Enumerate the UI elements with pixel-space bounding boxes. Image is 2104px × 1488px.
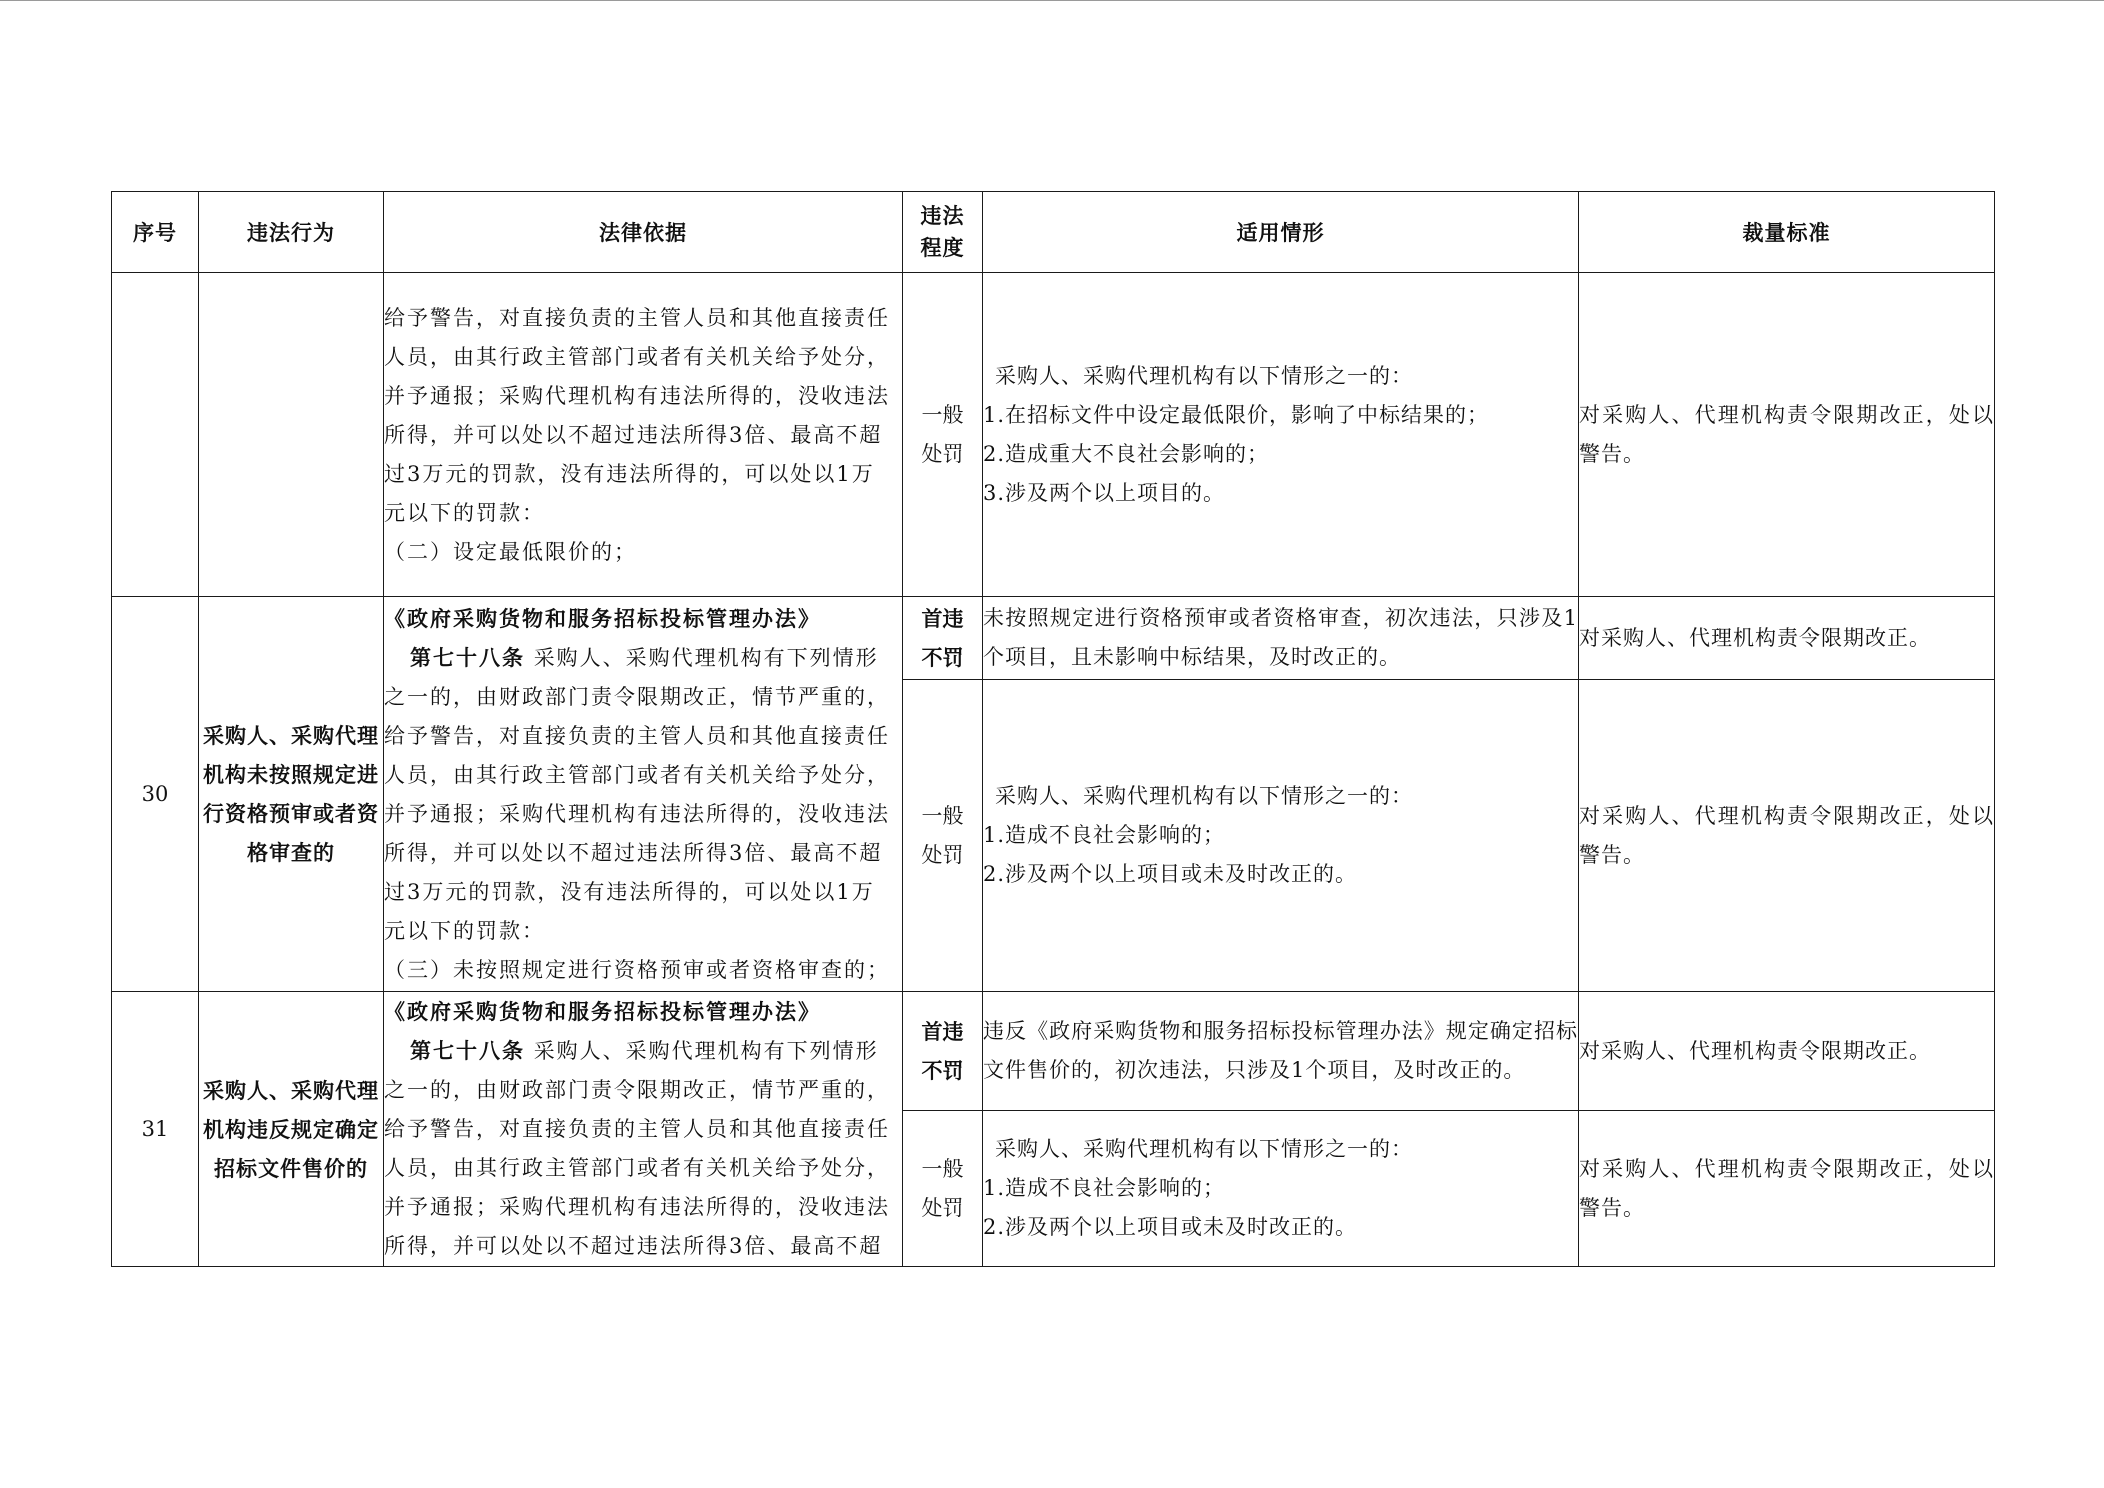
situation-item: 1.造成不良社会影响的； [983,823,1226,847]
header-degree-line1: 违法 [920,203,965,228]
law-line: 给予警告，对直接负责的主管人员和其他直接责任 [384,723,890,748]
degree-line1: 首违 [921,606,964,631]
act-cell-31: 采购人、采购代理机构违反规定确定招标文件售价的 [199,992,384,1267]
page-top-rule [0,0,2104,1]
law-line: （三）未按照规定进行资格预审或者资格审查的； [384,957,890,982]
law-line: 并予通报；采购代理机构有违法所得的，没收违法 [384,801,890,826]
situation-item: 2.涉及两个以上项目或未及时改正的。 [983,1215,1358,1239]
degree-line1: 一般 [921,1156,964,1181]
law-line: 并予通报；采购代理机构有违法所得的，没收违法 [384,384,890,408]
law-line: 所得，并可以处以不超过违法所得3倍、最高不超 [384,1234,883,1258]
situation-item: 1.造成不良社会影响的； [983,1176,1226,1200]
header-degree [903,192,983,273]
situation-cell-31-general [983,1111,1579,1267]
degree-line1: 首违 [921,1019,964,1044]
law-first-line [384,638,902,678]
seq-cell-empty [112,273,199,597]
law-line: 之一的，由财政部门责令限期改正，情节严重的， [384,1078,890,1102]
law-line: 人员，由其行政主管部门或者有关机关给予处分， [384,1156,890,1180]
legal-basis-cell [384,273,903,597]
situation-lead: 采购人、采购代理机构有以下情形之一的： [995,1137,1413,1161]
law-line: 所得，并可以处以不超过违法所得3倍、最高不超 [384,423,883,447]
header-situation: 适用情形 [983,192,1579,273]
degree-line2: 处罚 [921,441,964,466]
header-degree-line2: 程度 [920,235,965,260]
situation-cell-30-general [983,680,1579,992]
legal-basis-cell-30 [384,597,903,992]
law-first-text: 采购人、采购代理机构有下列情形 [533,645,879,670]
degree-line2: 不罚 [921,1058,964,1083]
degree-line1: 一般 [921,803,964,828]
seq-cell-31: 31 [112,992,199,1267]
law-first-line [384,1031,902,1071]
table-row-30 [112,597,1995,680]
law-line: 之一的，由财政部门责令限期改正，情节严重的， [384,684,890,709]
situation-item: 3.涉及两个以上项目的。 [983,480,1226,505]
header-illegal-act: 违法行为 [199,192,384,273]
legal-basis-cell-31 [384,992,903,1267]
law-line: 给予警告，对直接负责的主管人员和其他直接责任 [384,1117,890,1141]
law-first-text: 采购人、采购代理机构有下列情形 [533,1039,879,1063]
law-line: 过3万元的罚款，没有违法所得的，可以处以1万 [384,879,875,904]
seq-cell-30: 30 [112,597,199,992]
degree-cell-31-first [903,992,983,1111]
degree-line2: 处罚 [921,1195,964,1220]
table-row-31 [112,992,1995,1111]
law-line: 给予警告，对直接负责的主管人员和其他直接责任 [384,306,890,330]
penalty-discretion-table [111,191,1995,1267]
degree-line2: 不罚 [921,645,964,670]
situation-cell-31-first: 违反《政府采购货物和服务招标投标管理办法》规定确定招标文件售价的，初次违法，只涉及1个项目，及时改正的。 [983,992,1579,1111]
law-line: 人员，由其行政主管部门或者有关机关给予处分， [384,345,890,369]
law-book-title: 《政府采购货物和服务招标投标管理办法》 [384,605,821,631]
law-line: （二）设定最低限价的； [384,540,637,564]
law-line: 并予通报；采购代理机构有违法所得的，没收违法 [384,1195,890,1219]
law-line: 所得，并可以处以不超过违法所得3倍、最高不超 [384,840,883,865]
standard-cell-30-general: 对采购人、代理机构责令限期改正，处以警告。 [1579,680,1995,992]
law-line: 人员，由其行政主管部门或者有关机关给予处分， [384,762,890,787]
situation-item: 2.造成重大不良社会影响的； [983,441,1270,466]
standard-cell: 对采购人、代理机构责令限期改正，处以警告。 [1579,273,1995,597]
degree-line1: 一般 [921,402,964,427]
law-line: 元以下的罚款： [384,918,545,943]
degree-line2: 处罚 [921,842,964,867]
act-cell-empty [199,273,384,597]
standard-cell-30-first: 对采购人、代理机构责令限期改正。 [1579,597,1995,680]
situation-cell [983,273,1579,597]
standard-cell-31-general: 对采购人、代理机构责令限期改正，处以警告。 [1579,1111,1995,1267]
header-standard: 裁量标准 [1579,192,1995,273]
law-article: 第七十八条 [410,644,525,670]
header-seq: 序号 [112,192,199,273]
situation-item: 2.涉及两个以上项目或未及时改正的。 [983,862,1358,886]
act-cell-30: 采购人、采购代理机构未按照规定进行资格预审或者资格审查的 [199,597,384,992]
header-legal-basis: 法律依据 [384,192,903,273]
law-book-title: 《政府采购货物和服务招标投标管理办法》 [384,999,821,1024]
law-line: 元以下的罚款： [384,501,545,525]
degree-cell [903,273,983,597]
header-row [112,192,1995,273]
table-row-continued [112,273,1995,597]
situation-cell-30-first: 未按照规定进行资格预审或者资格审查，初次违法，只涉及1个项目，且未影响中标结果，及时改正的。 [983,597,1579,680]
law-line: 过3万元的罚款，没有违法所得的，可以处以1万 [384,462,875,486]
degree-cell-30-first [903,597,983,680]
situation-lead: 采购人、采购代理机构有以下情形之一的： [995,363,1413,388]
degree-cell-31-general [903,1111,983,1267]
standard-cell-31-first: 对采购人、代理机构责令限期改正。 [1579,992,1995,1111]
situation-lead: 采购人、采购代理机构有以下情形之一的： [995,784,1413,808]
situation-item: 1.在招标文件中设定最低限价，影响了中标结果的； [983,402,1490,427]
degree-cell-30-general [903,680,983,992]
law-article: 第七十八条 [410,1038,525,1063]
